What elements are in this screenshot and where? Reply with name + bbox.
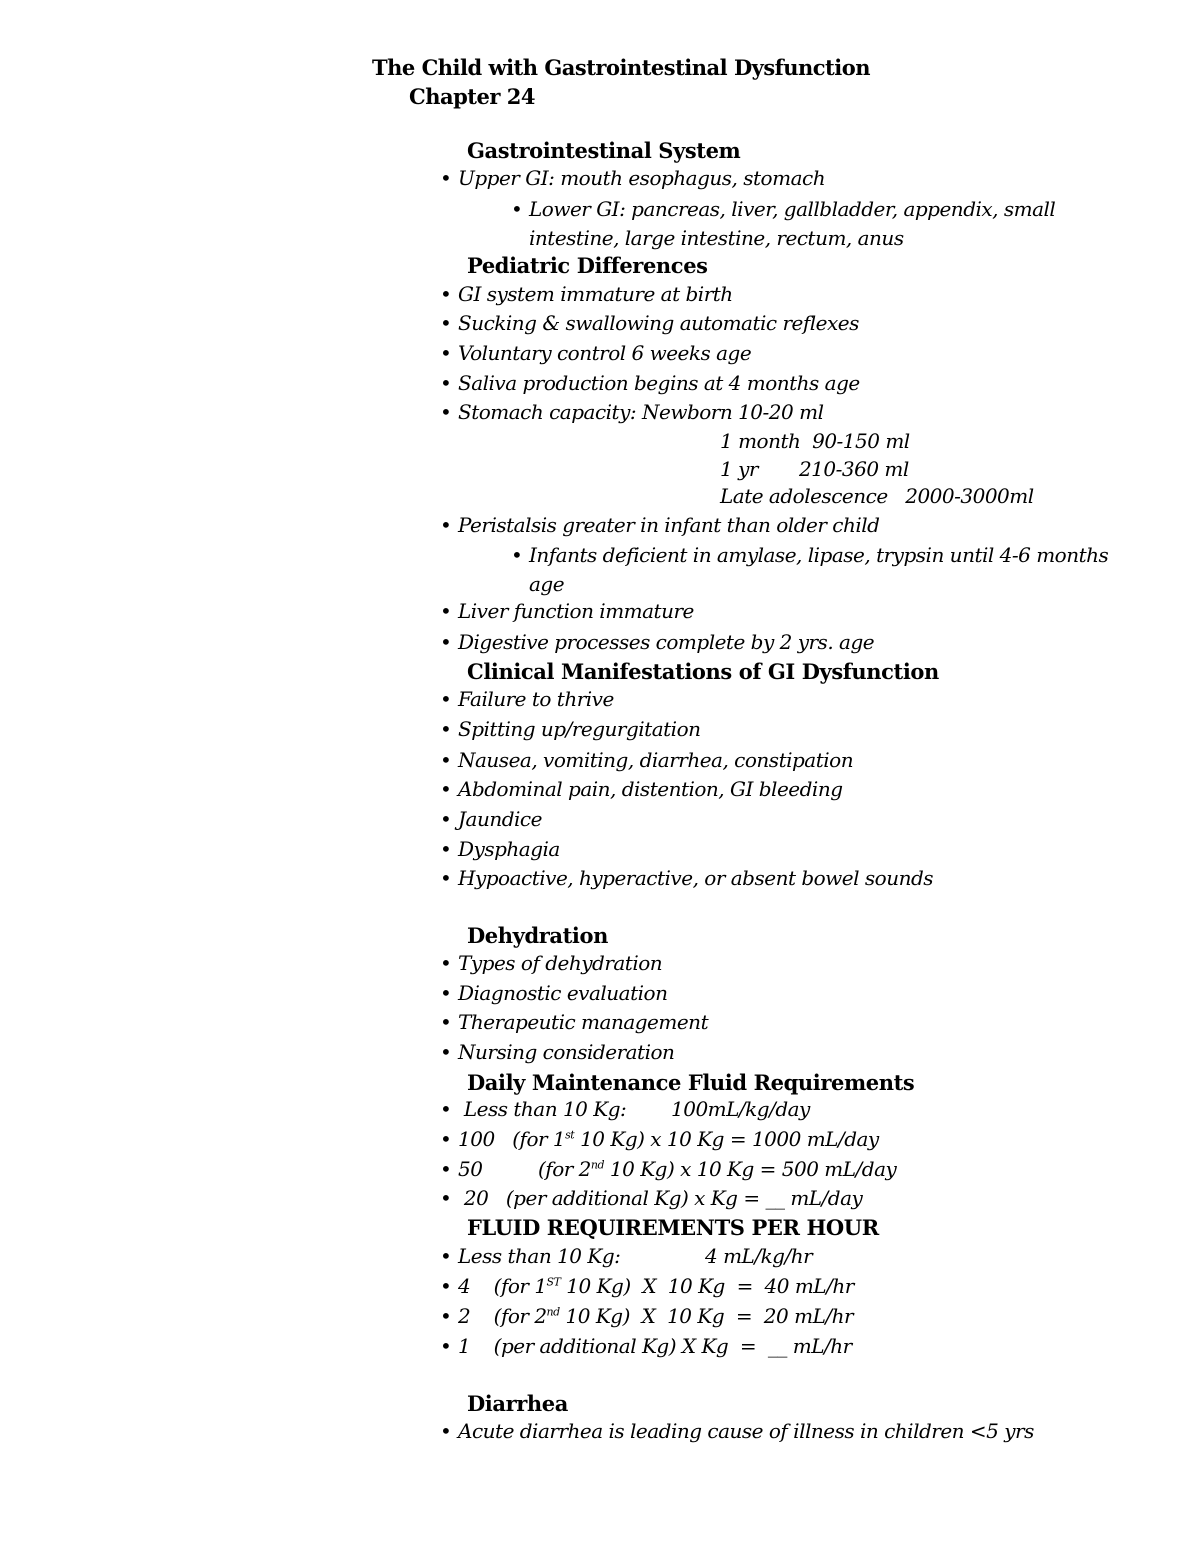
bullet-marker: • bbox=[440, 717, 452, 741]
bullet-marker: • bbox=[440, 1419, 452, 1443]
fluid-row-text: 100 (for 1 bbox=[458, 1127, 566, 1151]
fluid-row: 20 (per additional Kg) x Kg = __ mL/day bbox=[458, 1186, 863, 1210]
bullet-marker: • bbox=[511, 197, 523, 221]
fluid-row-text: 10 Kg) x 10 Kg = 1000 mL/day bbox=[574, 1127, 879, 1151]
list-item: Liver function immature bbox=[458, 599, 694, 623]
bullet-marker: • bbox=[440, 687, 452, 711]
list-item: Failure to thrive bbox=[458, 687, 614, 711]
bullet-marker: • bbox=[440, 1244, 452, 1268]
list-item: Abdominal pain, distention, GI bleeding bbox=[458, 777, 843, 801]
list-item: Types of dehydration bbox=[458, 951, 663, 975]
bullet-marker: • bbox=[511, 543, 523, 567]
section-heading-diarrhea: Diarrhea bbox=[467, 1391, 568, 1416]
list-item: Spitting up/regurgitation bbox=[458, 717, 701, 741]
list-item: Stomach capacity: Newborn 10-20 ml bbox=[458, 400, 824, 424]
bullet-marker: • bbox=[440, 1304, 452, 1328]
bullet-marker: • bbox=[440, 951, 452, 975]
bullet-marker: • bbox=[440, 1186, 452, 1210]
bullet-marker: • bbox=[440, 981, 452, 1005]
bullet-marker: • bbox=[440, 599, 452, 623]
list-item: Saliva production begins at 4 months age bbox=[458, 371, 860, 395]
capacity-row: 1 yr 210-360 ml bbox=[720, 457, 909, 481]
ordinal-suffix: st bbox=[565, 1128, 575, 1142]
bullet-marker: • bbox=[440, 341, 452, 365]
capacity-row: 1 month 90-150 ml bbox=[720, 429, 910, 453]
bullet-marker: • bbox=[440, 371, 452, 395]
section-heading-gi-system: Gastrointestinal System bbox=[467, 138, 741, 163]
list-item: Lower GI: pancreas, liver, gallbladder, appendix, small bbox=[529, 197, 1056, 221]
list-item-continuation: age bbox=[529, 572, 565, 596]
bullet-marker: • bbox=[440, 866, 452, 890]
ordinal-suffix: nd bbox=[546, 1305, 560, 1319]
fluid-row-text: 10 Kg) X 10 Kg = 20 mL/hr bbox=[559, 1304, 854, 1328]
capacity-row: Late adolescence 2000-3000ml bbox=[720, 484, 1034, 508]
section-heading-daily-fluid: Daily Maintenance Fluid Requirements bbox=[467, 1070, 915, 1095]
fluid-row-text: 2 (for 2 bbox=[458, 1304, 547, 1328]
chapter-label: Chapter 24 bbox=[409, 84, 535, 109]
bullet-marker: • bbox=[440, 1127, 452, 1151]
fluid-row-text: (for 2 bbox=[538, 1157, 591, 1181]
section-heading-clinical: Clinical Manifestations of GI Dysfunction bbox=[467, 659, 939, 684]
document-title: The Child with Gastrointestinal Dysfunction bbox=[372, 55, 870, 80]
bullet-marker: • bbox=[440, 748, 452, 772]
fluid-row-text: 10 Kg) X 10 Kg = 40 mL/hr bbox=[560, 1274, 854, 1298]
fluid-row bbox=[458, 1129, 879, 1149]
bullet-marker: • bbox=[440, 1097, 452, 1121]
bullet-marker: • bbox=[440, 777, 452, 801]
bullet-marker: • bbox=[440, 1040, 452, 1064]
list-item: Hypoactive, hyperactive, or absent bowel sounds bbox=[458, 866, 934, 890]
list-item: Nursing consideration bbox=[458, 1040, 675, 1064]
list-item: Voluntary control 6 weeks age bbox=[458, 341, 752, 365]
bullet-marker: • bbox=[440, 1157, 452, 1181]
bullet-marker: • bbox=[440, 807, 452, 831]
bullet-marker: • bbox=[440, 1010, 452, 1034]
bullet-marker: • bbox=[440, 400, 452, 424]
section-heading-dehydration: Dehydration bbox=[467, 923, 608, 948]
list-item: Digestive processes complete by 2 yrs. age bbox=[458, 630, 875, 654]
list-item: Sucking & swallowing automatic reflexes bbox=[458, 311, 859, 335]
bullet-marker: • bbox=[440, 1274, 452, 1298]
fluid-row bbox=[538, 1159, 896, 1179]
bullet-marker: • bbox=[440, 513, 452, 537]
list-item: Jaundice bbox=[458, 807, 542, 831]
list-item: Acute diarrhea is leading cause of illness in children <5 yrs bbox=[458, 1419, 1034, 1443]
section-heading-pediatric: Pediatric Differences bbox=[467, 253, 708, 278]
list-item: Infants deficient in amylase, lipase, trypsin until 4-6 months bbox=[529, 543, 1109, 567]
fluid-row-label: Less than 10 Kg: bbox=[458, 1244, 621, 1268]
bullet-marker: • bbox=[440, 837, 452, 861]
list-item: Therapeutic management bbox=[458, 1010, 709, 1034]
bullet-marker: • bbox=[440, 1334, 452, 1358]
fluid-row bbox=[458, 1276, 854, 1296]
list-item: GI system immature at birth bbox=[458, 282, 733, 306]
list-item: Upper GI: mouth esophagus, stomach bbox=[458, 166, 826, 190]
bullet-marker: • bbox=[440, 311, 452, 335]
bullet-marker: • bbox=[440, 630, 452, 654]
list-item: Peristalsis greater in infant than older child bbox=[458, 513, 880, 537]
list-item: Diagnostic evaluation bbox=[458, 981, 668, 1005]
fluid-row-text: 10 Kg) x 10 Kg = 500 mL/day bbox=[604, 1157, 897, 1181]
fluid-row-label: Less than 10 Kg: bbox=[458, 1097, 627, 1121]
fluid-row-text: 4 (for 1 bbox=[458, 1274, 547, 1298]
fluid-row: 1 (per additional Kg) X Kg = __ mL/hr bbox=[458, 1334, 852, 1358]
bullet-marker: • bbox=[440, 282, 452, 306]
list-item: Nausea, vomiting, diarrhea, constipation bbox=[458, 748, 854, 772]
ordinal-suffix: nd bbox=[590, 1158, 605, 1172]
list-item-continuation: intestine, large intestine, rectum, anus bbox=[529, 226, 904, 250]
list-item: Dysphagia bbox=[458, 837, 560, 861]
fluid-row-value: 100mL/kg/day bbox=[671, 1097, 810, 1121]
section-heading-hourly-fluid: FLUID REQUIREMENTS PER HOUR bbox=[467, 1215, 879, 1240]
fluid-row bbox=[458, 1306, 853, 1326]
fluid-row-value: 4 mL/kg/hr bbox=[705, 1244, 813, 1268]
fluid-row-number: 50 bbox=[458, 1157, 483, 1181]
ordinal-suffix: ST bbox=[546, 1275, 561, 1289]
bullet-marker: • bbox=[440, 166, 452, 190]
